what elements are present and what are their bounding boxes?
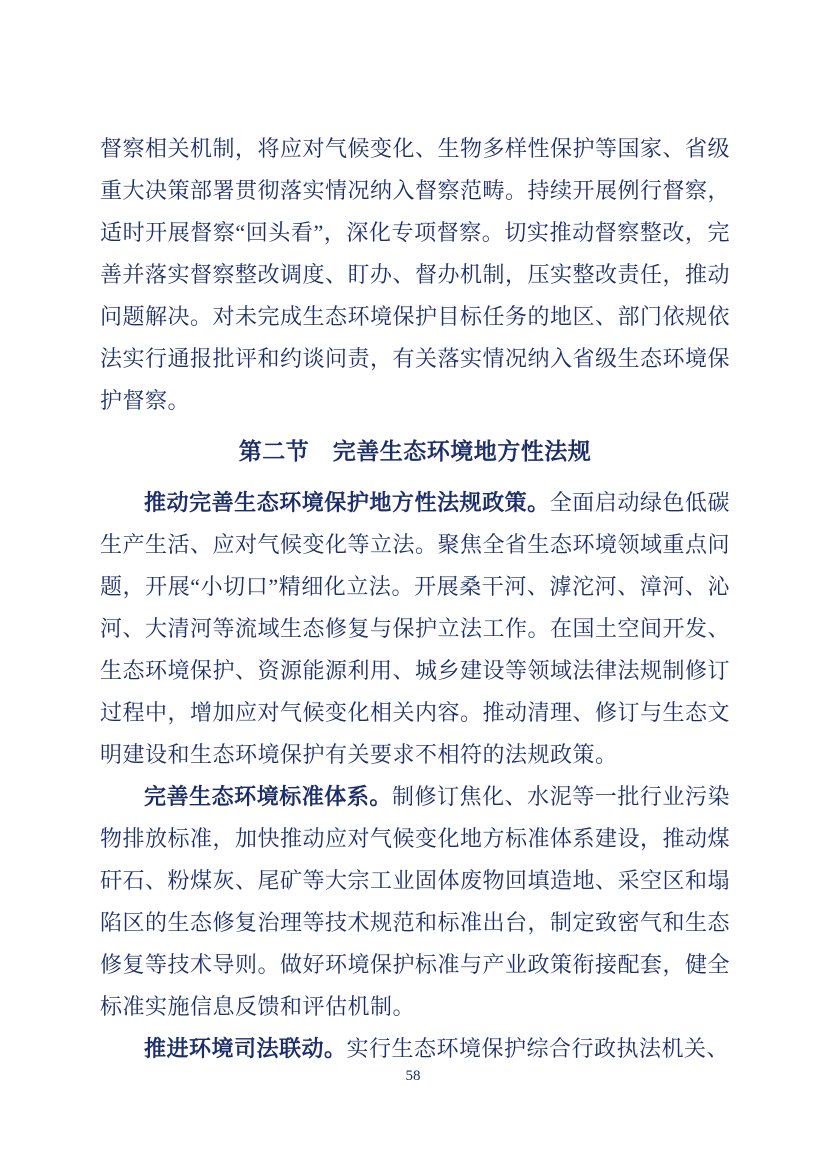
page-footer	[0, 1066, 826, 1086]
paragraph-inspection-mechanism: 督察相关机制，将应对气候变化、生物多样性保护等国家、省级重大决策部署贯彻落实情况纳入督察范畴。持续开展例行督察，适时开展督察“回头看”，深化专项督察。切实推动督察整改，完善并落实督察整改调度、盯办、督办机制，压实整改责任，推动问题解决。对未完成生态环境保护目标任务的地区、部门依规依法实行通报批评和约谈问责，有关落实情况纳入省级生态环境保护督察。	[100, 136, 731, 413]
paragraph-judicial-linkage-body: 实行生态环境保护综合行政执法机关、	[346, 1036, 730, 1061]
paragraph-standard-system	[100, 776, 730, 1028]
section-heading: 第二节 完善生态环境地方性法规	[238, 439, 592, 464]
paragraph-judicial-linkage-lead: 推进环境司法联动。	[144, 1036, 347, 1061]
paragraph-local-regulations-body: 全面启动绿色低碳生产生活、应对气候变化等立法。聚焦全省生态环境领域重点问题，开展“小切口”精细化立法。开展桑干河、滹沱河、漳河、沁河、大清河等流域生态修复与保护立法工作。在国土空间开发、生态环境保护、资源能源利用、城乡建设等领域法律法规制修订过程中，增加应对气候变化相关内容。推动清理、修订与生态文明建设和生态环境保护有关要求不相符的法规政策。	[100, 490, 731, 767]
paragraph-standard-system-body: 制修订焦化、水泥等一批行业污染物排放标准，加快推动应对气候变化地方标准体系建设，推动煤矸石、粉煤灰、尾矿等大宗工业固体废物回填造地、采空区和塌陷区的生态修复治理等技术规范和标准出台，制定致密气和生态修复等技术导则。做好环境保护标准与产业政策衔接配套，健全标准实施信息反馈和评估机制。	[100, 784, 731, 1019]
paragraph-local-regulations	[100, 482, 730, 776]
paragraph-judicial-linkage	[100, 1028, 730, 1070]
paragraph-standard-system-lead: 完善生态环境标准体系。	[144, 784, 392, 809]
page-number: 58	[405, 1068, 421, 1084]
paragraph-local-regulations-lead: 推动完善生态环境保护地方性法规政策。	[144, 490, 550, 515]
